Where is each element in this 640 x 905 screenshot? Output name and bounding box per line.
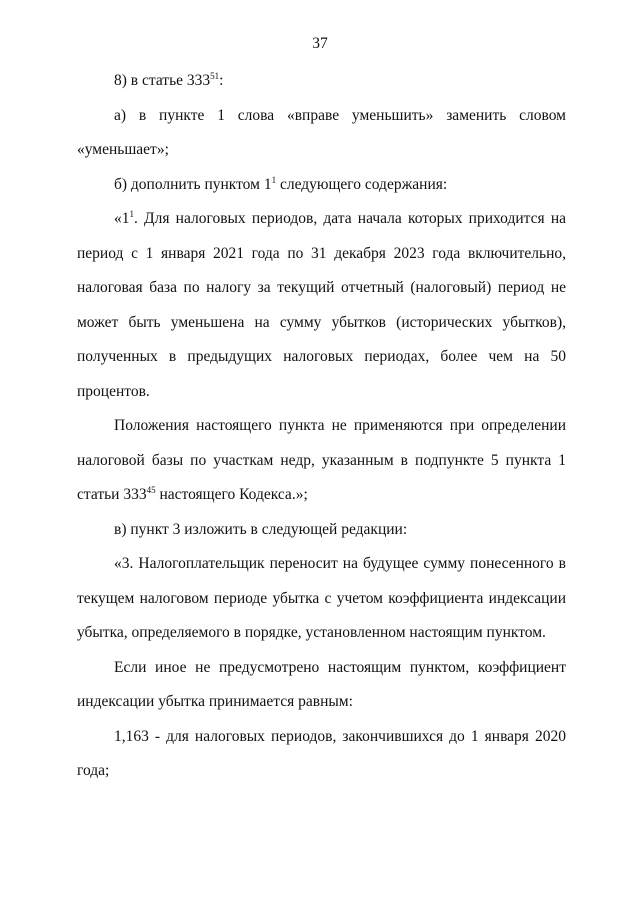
paragraph-text: : bbox=[219, 72, 224, 89]
paragraph-text: б) дополнить пунктом 1 bbox=[114, 175, 272, 193]
paragraph-coefficient-value: 1,163 - для налоговых периодов, закончившихся до 1 января 2020 года; bbox=[77, 727, 566, 779]
superscript: 1 bbox=[129, 209, 134, 219]
paragraph-subitem-a: а) в пункте 1 слова «вправе уменьшить» заменить словом «уменьшает»; bbox=[77, 106, 566, 158]
paragraph-text: . Для налоговых периодов, дата начала которых приходится на период с 1 января 2021 года по 31 декабря 2023 года включительно, налоговая база по налогу за текущий отчетный (налоговый) период не может быть уменьшена на сумму убытков (исторических убытков), полученных в предыдущих налоговых периодах, более чем на 50 процентов. bbox=[77, 210, 566, 400]
paragraph-subitem-v: в) пункт 3 изложить в следующей редакции: bbox=[114, 520, 408, 538]
paragraph-provisions bbox=[77, 409, 566, 513]
superscript: 1 bbox=[271, 174, 277, 185]
paragraph-text: Положения настоящего пункта не применяются при определении налоговой базы по участкам недр, указанным в подпункте 5 пункта 1 статьи 333 bbox=[77, 417, 566, 503]
superscript: 51 bbox=[210, 71, 220, 81]
paragraph-coefficient: Если иное не предусмотрено настоящим пунктом, коэффициент индексации убытка принимается равным: bbox=[77, 658, 566, 710]
document-body bbox=[77, 64, 566, 789]
paragraph-point-1-1 bbox=[77, 202, 566, 409]
page-number: 37 bbox=[312, 35, 328, 52]
paragraph-text: следующего содержания: bbox=[276, 175, 448, 193]
superscript: 45 bbox=[146, 485, 156, 495]
paragraph-text: настоящего Кодекса.»; bbox=[155, 486, 308, 503]
paragraph-text: 8) в статье 333 bbox=[114, 72, 211, 89]
paragraph-text: «1 bbox=[114, 210, 130, 227]
paragraph-subitem-b bbox=[77, 168, 566, 203]
paragraph-point-3: «3. Налогоплательщик переносит на будущее сумму понесенного в текущем налоговом периоде убытка с учетом коэффициента индексации убытка, определяемого в порядке, установленном настоящим пунктом. bbox=[77, 555, 566, 641]
paragraph-item-8 bbox=[77, 64, 566, 99]
